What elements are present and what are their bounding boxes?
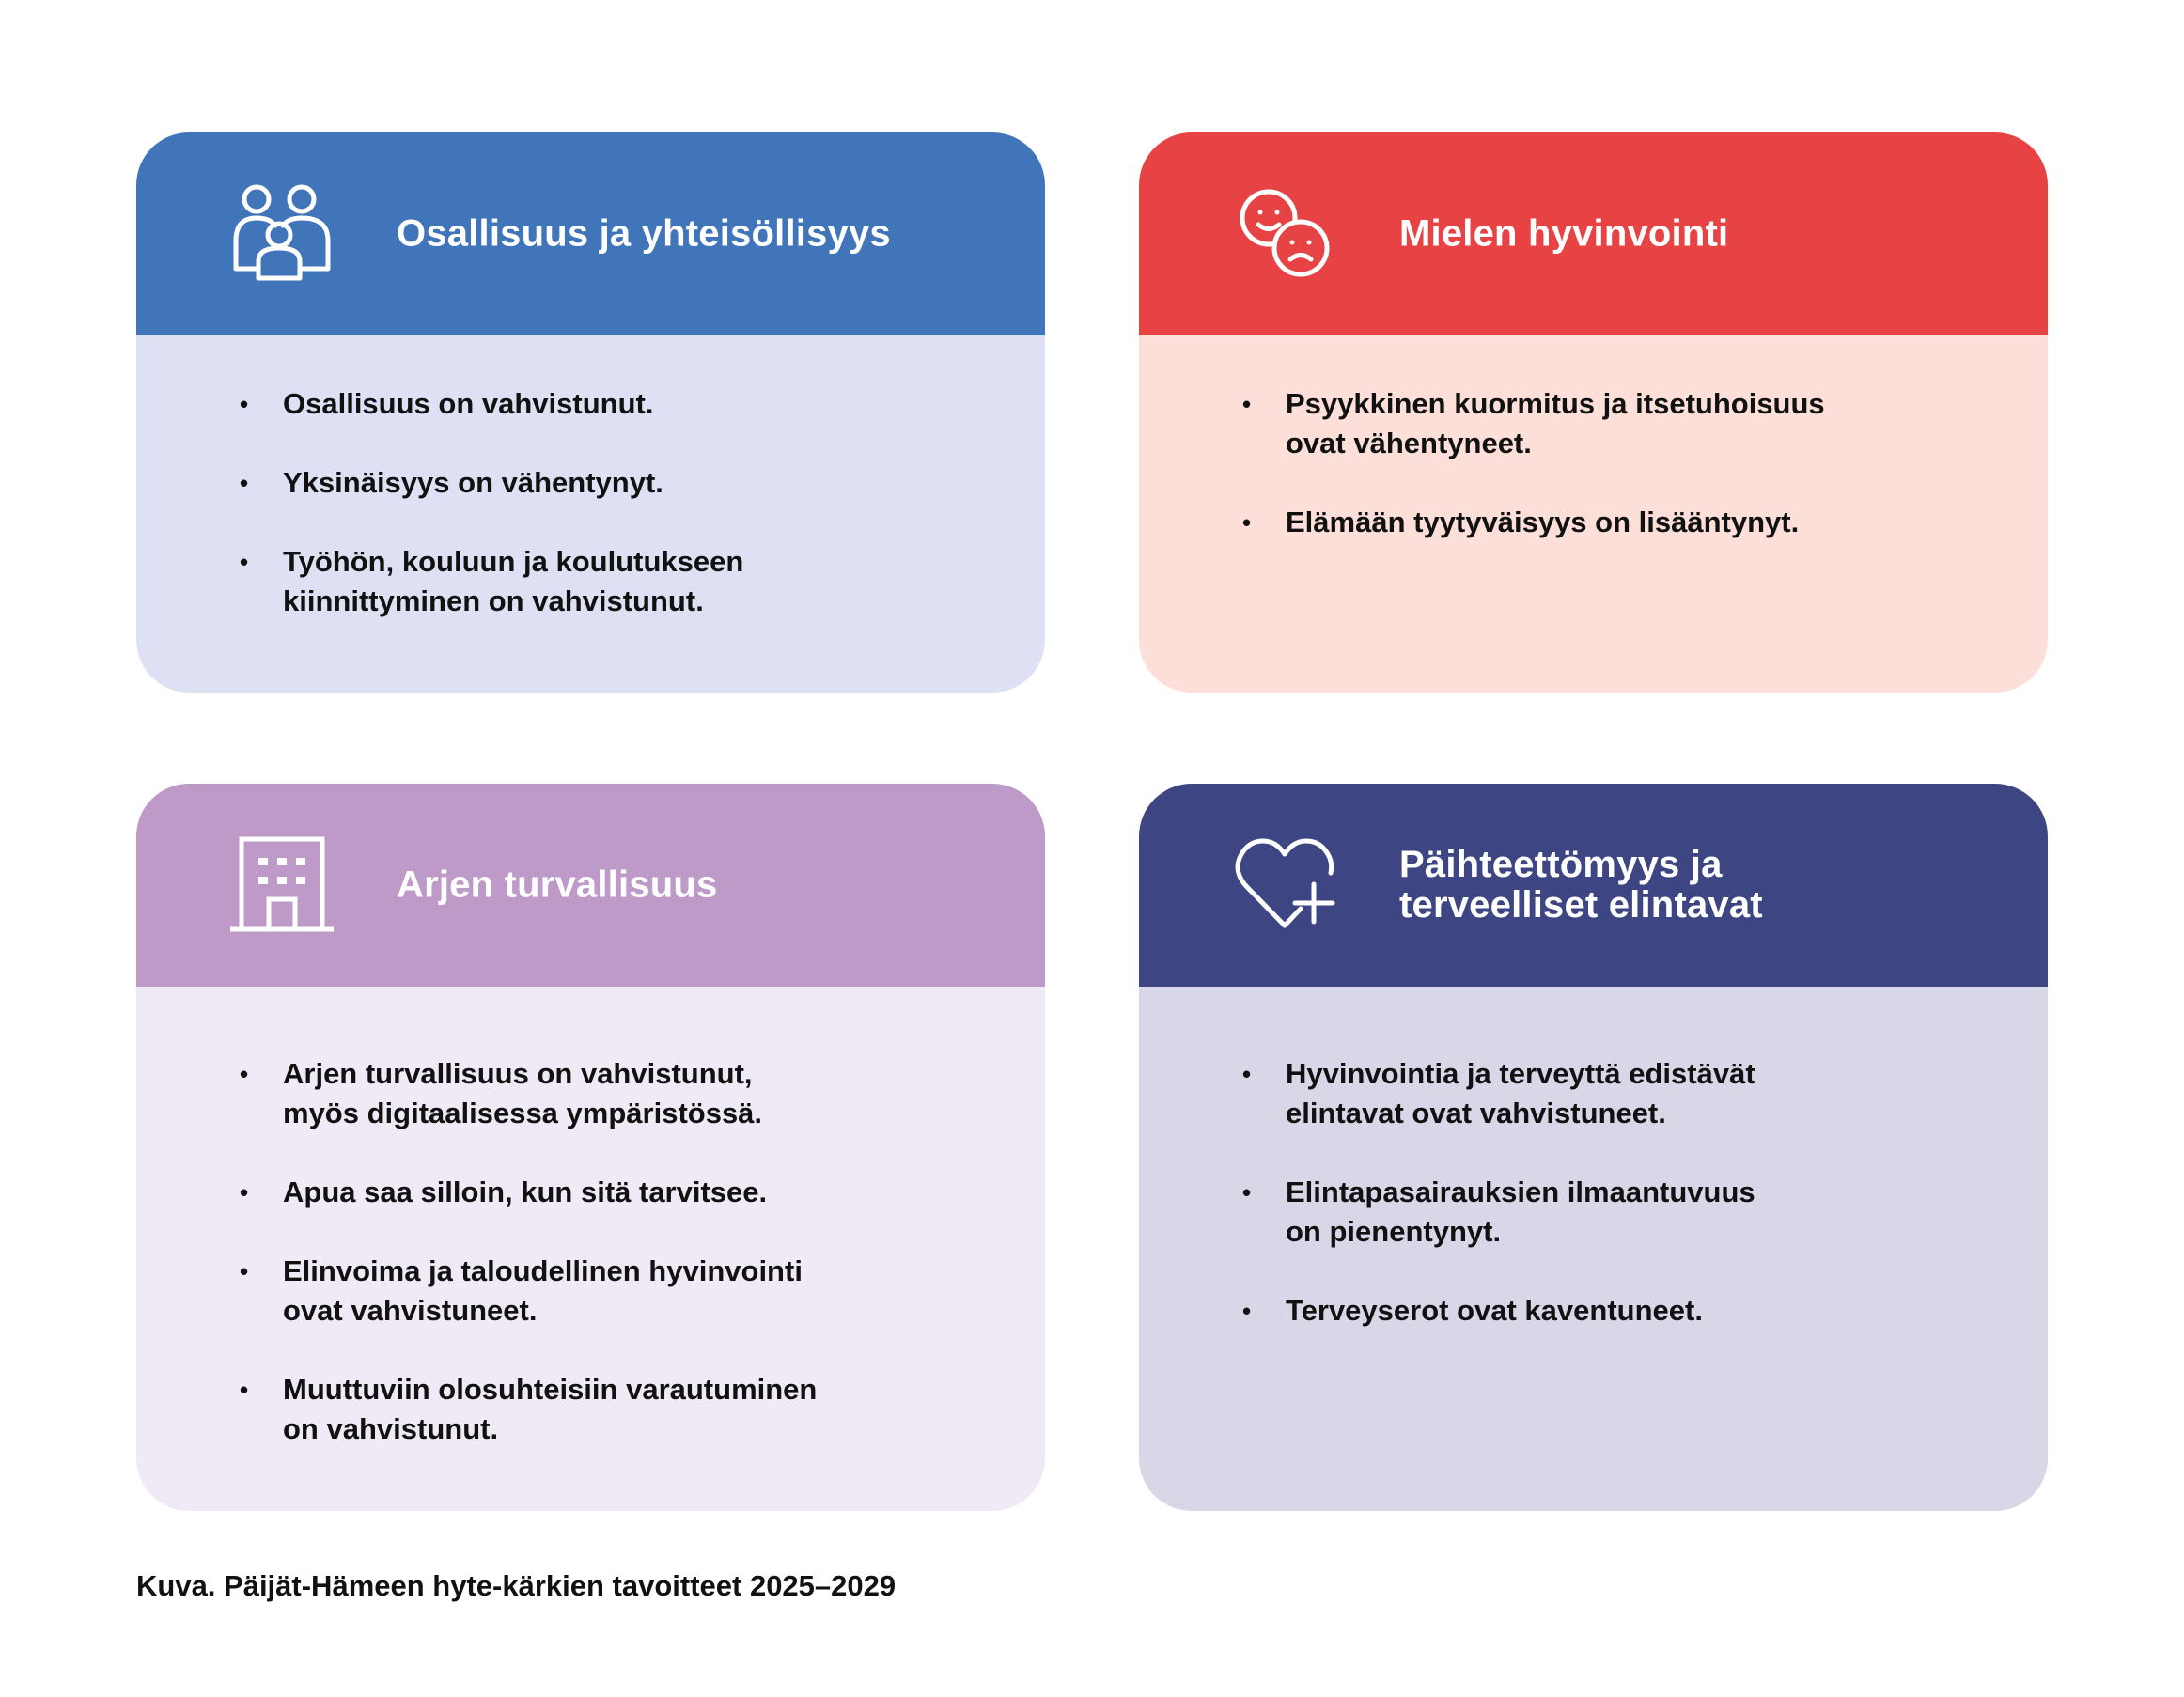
figure-caption: Kuva. Päijät-Hämeen hyte-kärkien tavoitteet 2025–2029 <box>136 1569 897 1602</box>
bullet-list <box>240 384 970 661</box>
card-header <box>136 132 1045 335</box>
card-paihteettomyys <box>1139 784 2048 1511</box>
bullet-item <box>240 1054 970 1133</box>
heart-plus-icon <box>1233 833 1336 937</box>
bullet-text: • Yksinäisyys on vähentynyt. <box>283 466 663 499</box>
bullet-text: ovat vähentyneet. <box>1286 427 1532 459</box>
bullet-item <box>1242 384 1973 463</box>
bullet-item <box>1242 1291 1973 1331</box>
bullet-text: kiinnittyminen on vahvistunut. <box>283 584 704 617</box>
bullet-item <box>1242 1173 1973 1252</box>
bullet-text: myös digitaalisessa ympäristössä. <box>283 1097 763 1129</box>
card-title-line: Päihteettömyys ja <box>1399 844 1723 885</box>
bullet-text: elintavat ovat vahvistuneet. <box>1286 1097 1666 1129</box>
bullet-item <box>240 384 970 424</box>
card-title-line: Arjen turvallisuus <box>397 864 718 906</box>
bullet-text: • Arjen turvallisuus on vahvistunut, <box>283 1057 753 1090</box>
card-header <box>1139 784 2048 987</box>
card-title <box>397 214 1007 255</box>
happy-sad-faces-icon <box>1233 182 1336 286</box>
bullet-item <box>1242 503 1973 542</box>
people-group-icon <box>230 182 334 286</box>
bullet-text: • Työhön, kouluun ja koulutukseen <box>283 545 744 578</box>
bullet-item <box>240 542 970 621</box>
card-title-line: terveelliset elintavat <box>1399 884 1763 926</box>
card-body <box>136 987 1045 1511</box>
bullet-item <box>1242 1054 1973 1133</box>
bullet-text: on pienentynyt. <box>1286 1215 1502 1248</box>
bullet-item <box>240 1252 970 1331</box>
bullet-text: • Psyykkinen kuormitus ja itsetuhoisuus <box>1286 387 1825 420</box>
bullet-text: • Terveyserot ovat kaventuneet. <box>1286 1294 1703 1327</box>
building-icon <box>230 833 334 937</box>
bullet-text: • Hyvinvointia ja terveyttä edistävät <box>1286 1057 1755 1090</box>
card-arjen-turvallisuus <box>136 784 1045 1511</box>
bullet-item <box>240 1370 970 1449</box>
card-header <box>136 784 1045 987</box>
card-title-line: Osallisuus ja yhteisöllisyys <box>397 212 891 255</box>
bullet-list <box>1242 1054 1973 1370</box>
bullet-text: on vahvistunut. <box>283 1412 499 1445</box>
card-title <box>1399 845 2010 926</box>
bullet-list <box>1242 384 1973 582</box>
bullet-text: • Muuttuviin olosuhteisiin varautuminen <box>283 1373 818 1406</box>
bullet-text: ovat vahvistuneet. <box>283 1294 538 1327</box>
card-title-line: Mielen hyvinvointi <box>1399 212 1729 255</box>
card-title <box>1399 214 2010 255</box>
card-body <box>1139 335 2048 693</box>
bullet-list <box>240 1054 970 1488</box>
card-header <box>1139 132 2048 335</box>
bullet-item <box>240 463 970 503</box>
card-body <box>1139 987 2048 1511</box>
card-mielen-hyvinvointi <box>1139 132 2048 693</box>
card-body <box>136 335 1045 693</box>
bullet-text: • Elinvoima ja taloudellinen hyvinvointi <box>283 1254 803 1287</box>
card-osallisuus <box>136 132 1045 693</box>
bullet-item <box>240 1173 970 1212</box>
bullet-text: • Osallisuus on vahvistunut. <box>283 387 654 420</box>
card-title <box>397 865 1007 906</box>
bullet-text: • Elintapasairauksien ilmaantuvuus <box>1286 1175 1755 1208</box>
bullet-text: • Elämään tyytyväisyys on lisääntynyt. <box>1286 506 1800 538</box>
bullet-text: • Apua saa silloin, kun sitä tarvitsee. <box>283 1175 768 1208</box>
